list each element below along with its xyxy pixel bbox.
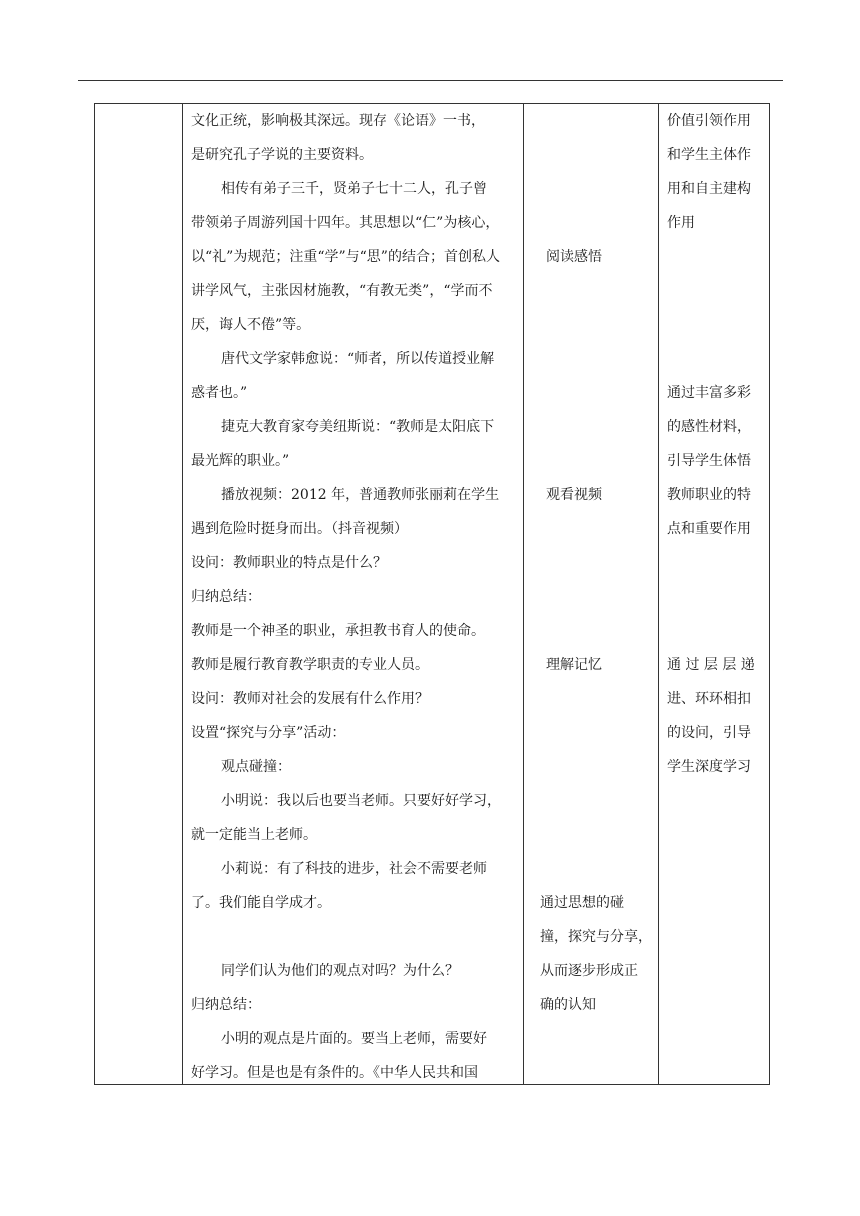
student-activity-line: 从而逐步形成正 — [540, 963, 638, 979]
content-line: 是研究孔子学说的主要资料。 — [191, 147, 373, 163]
design-intent-line: 通 过 层 层 递 — [667, 657, 755, 673]
design-intent-line: 作用 — [667, 215, 695, 231]
content-line: 了。我们能自学成才。 — [191, 895, 331, 911]
content-line: 小明说：我以后也要当老师。只要好好学习， — [221, 793, 501, 809]
design-intent-line: 进、环环相扣 — [667, 691, 751, 707]
design-intent-line: 的感性材料， — [667, 419, 751, 435]
student-activity-line: 观看视频 — [546, 487, 602, 503]
content-line: 观点碰撞： — [221, 759, 291, 775]
design-intent-line: 和学生主体作 — [667, 147, 751, 163]
content-line: 设问：教师职业的特点是什么？ — [191, 555, 387, 571]
design-intent-line: 教师职业的特 — [667, 487, 751, 503]
content-line: 播放视频：2012 年，普通教师张丽莉在学生 — [221, 487, 500, 503]
content-line: 文化正统，影响极其深远。现存《论语》一书， — [191, 113, 485, 129]
student-activity-line: 理解记忆 — [546, 657, 602, 673]
content-line: 教师是履行教育教学职责的专业人员。 — [191, 657, 429, 673]
content-line: 厌，诲人不倦”等。 — [191, 317, 311, 333]
content-line: 唐代文学家韩愈说：“师者，所以传道授业解 — [221, 351, 495, 367]
content-line: 教师是一个神圣的职业，承担教书育人的使命。 — [191, 623, 485, 639]
design-intent-line: 的设问，引导 — [667, 725, 751, 741]
teaching-content-cell — [183, 104, 524, 1085]
student-activity-line: 确的认知 — [540, 997, 596, 1013]
content-line: 好学习。但是也是有条件的。《中华人民共和国 — [191, 1065, 478, 1081]
content-line: 带领弟子周游列国十四年。其思想以“仁”为核心， — [191, 215, 500, 231]
design-intent-line: 价值引领作用 — [667, 113, 751, 129]
content-line: 小莉说：有了科技的进步，社会不需要老师 — [221, 861, 487, 877]
design-intent-line: 引导学生体悟 — [667, 453, 751, 469]
content-line: 归纳总结： — [191, 589, 261, 605]
content-line: 小明的观点是片面的。要当上老师，需要好 — [221, 1031, 487, 1047]
content-line: 设问：教师对社会的发展有什么作用？ — [191, 691, 429, 707]
stage-cell — [95, 104, 183, 1085]
content-line: 遇到危险时挺身而出。（抖音视频） — [191, 521, 408, 537]
student-activity-line: 撞，探究与分享， — [540, 929, 652, 945]
lesson-plan-table — [94, 103, 770, 1085]
content-line: 归纳总结： — [191, 997, 261, 1013]
design-intent-line: 通过丰富多彩 — [667, 385, 751, 401]
content-line: 相传有弟子三千，贤弟子七十二人，孔子曾 — [221, 181, 487, 197]
content-line: 最光辉的职业。” — [191, 453, 290, 469]
content-line: 惑者也。” — [191, 385, 248, 401]
content-line: 讲学风气，主张因材施教，“有教无类”，“学而不 — [191, 283, 493, 299]
header-rule — [78, 80, 783, 81]
design-intent-cell — [659, 104, 770, 1085]
design-intent-line: 学生深度学习 — [667, 759, 751, 775]
content-line: 以“礼”为规范；注重“学”与“思”的结合；首创私人 — [191, 249, 500, 265]
content-line: 捷克大教育家夸美纽斯说：“教师是太阳底下 — [221, 419, 495, 435]
student-activity-cell — [524, 104, 659, 1085]
student-activity-line: 通过思想的碰 — [540, 895, 624, 911]
student-activity-line: 阅读感悟 — [546, 249, 602, 265]
design-intent-line: 用和自主建构 — [667, 181, 751, 197]
content-line: 就一定能当上老师。 — [191, 827, 317, 843]
design-intent-line: 点和重要作用 — [667, 521, 751, 537]
content-line: 设置“探究与分享”活动： — [191, 725, 346, 741]
content-line: 同学们认为他们的观点对吗？为什么？ — [221, 963, 459, 979]
